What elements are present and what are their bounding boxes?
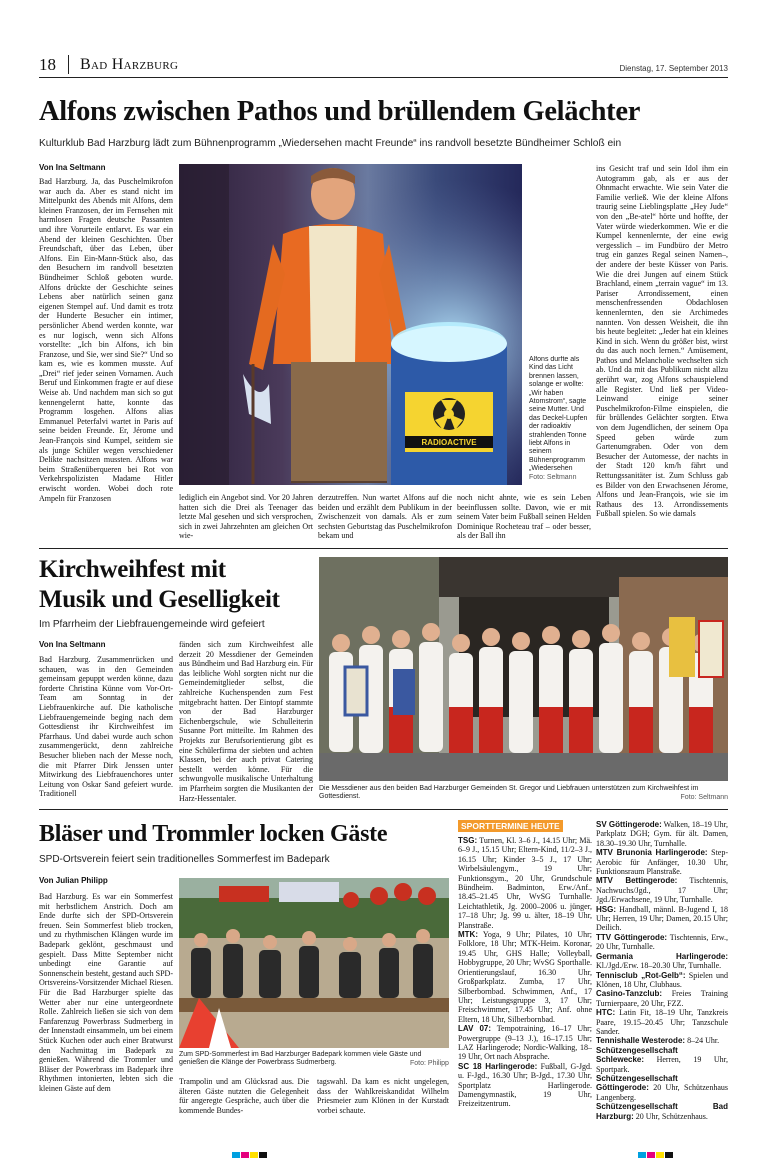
sport-entry	[596, 1036, 728, 1045]
article2-headline-line2: Musik und Geselligkeit	[39, 586, 280, 613]
page-number: 18	[39, 55, 56, 74]
sport-entry	[458, 1024, 592, 1062]
summer-fest-illustration	[179, 878, 449, 1048]
header-divider	[68, 55, 69, 74]
cmyk-swatch	[665, 1152, 673, 1158]
article1-caption: Alfons durfte als Kind das Licht brennen lassen, solange er wollte: „Wir haben Atomstrom“, sagte seine Mutter. Und das Deckel-Lupfen der radioaktiv strahlenden Tonne liebt Alfons in seinem Bühnenprogramm „Wiedersehen	[529, 356, 588, 473]
sport-club: SV Göttingerode:	[596, 820, 662, 829]
cmyk-swatch	[259, 1152, 267, 1158]
cmyk-marks-left	[232, 1147, 268, 1158]
sport-col1	[458, 836, 592, 1146]
sport-text: 20 Uhr, Schützenhaus Langenberg.	[596, 1083, 728, 1102]
alfons-stage-photo	[179, 164, 522, 485]
sport-entry	[596, 952, 728, 971]
altar-servers-photo	[319, 557, 728, 781]
sport-club: TSG:	[458, 836, 478, 845]
sport-entry	[458, 930, 592, 1024]
sport-club: HSG:	[596, 904, 616, 914]
sport-text: Turnen, Kl. 3–6 J., 14.15 Uhr; Mä. 6–9 J., 15.15 Uhr; Eltern-Kind, 11/2–3 J., 16.15 Uhr; Kinder 3–5 J., 17 Uhr; Wirbelsäulengym., 19 Uhr; Funktionsgym., 20 Uhr, Grundschule Bündheim. Badminton, Erw./Anf., 18.45–21.45 Uhr, WvSG Turnhalle. Leichtathletik, Jg. 2000–2006 u. jünger, 17–18 Uhr; Jg. 99 u. älter, 18–19 Uhr, Planstraße.	[458, 836, 592, 930]
sport-entry	[596, 905, 728, 933]
sport-club: LAV 07:	[458, 1024, 492, 1034]
sport-entry	[596, 1008, 728, 1036]
sport-club: Casino-Tanzclub:	[596, 989, 663, 999]
sport-entry	[458, 836, 592, 930]
sport-club: TTV Göttingerode:	[596, 932, 668, 942]
sport-club: Tennishalle Westerode:	[596, 1036, 686, 1046]
guests	[191, 944, 433, 998]
article3-credit: Foto: Philipp	[410, 1060, 449, 1067]
header-rule	[39, 77, 728, 78]
article1-credit: Foto: Seltmann	[529, 474, 577, 481]
article1-col1: Bad Harzburg. Ja, das Puschelmikrofon war auch da. Aber es stand nicht im Mittelpunkt des Abends mit Alfons, dem kleinen Franzosen, der im Fernsehen mit harmlosen Fragen deutsche Passanten und ihre Vorurteile entlarvt. Es war ein Abend der kleinen Geschichten. Über Freundschaft, über das Leben, über Alfons. Ein Ein-Mann-Stück also, das den Besuchern im randvoll besetzten Bündheimer Schloß geboten wurde. Alfons drückte der Geschichte seines Lebens aber natürlich seinen ganz eigenen Stempel auf. Und damit es trotz der Hunderte Besucher ein intimer, persönlicher Abend werden konnte, war es nur logisch, wenn sich Alfons vorstellte: „Ich bin Alfons, ich bin Franzose, und Sie, wer sind Sie?“ Und so kam es, wie es kommen musste. Auf „Drei“ rief jeder seinen Vornamen. Auch Beruf und Einkommen fragte er auf diese Weise ab. Und nachdem man sich so gut kennengelernt hatte, konnte das Programm losgehen. Alfons alias Emmanuel Peterfalvi wartet in Paris auf seine beiden Freunde. Er, Jérome und Jean-François sind Kumpel, seitdem sie als junge Schüler wegen verschiedener Delikte nachsitzen mussten. Alfons war beim Straßenüberqueren bei Rot von Verkehrspolizisten Madame Hitler erwischt worden. Wobei doch rote Ampeln für Franzosen	[39, 177, 173, 503]
sport-text: Tempotraining, 16–17 Uhr; Powergruppe (9–13 J.), 16–17.15 Uhr; LAZ Harlingerode; Nordic-Walking, 18–19 Uhr, Ort nach Absprache.	[458, 1024, 592, 1062]
sport-entry	[596, 876, 728, 904]
issue-date: Dienstag, 17. September 2013	[619, 64, 728, 73]
sport-text: Spielen und Klönen, 18 Uhr, Clubhaus.	[596, 970, 728, 989]
sport-text: Latin Fit, 18–19 Uhr, Tanzkreis Paare, 19.15–20.45 Uhr; Tanzschule Sander.	[596, 1008, 728, 1036]
article3-col1: Bad Harzburg. Es war ein Sommerfest mit herbstlichem Anstrich. Doch am Ende durfte sich der SPD-Ortsverein freuen. Sein Sommerfest blieb trocken, und zu rhythmischen Klängen wurde im Badepark geklönt, geschmaust und gespielt. Dass Mitte September nicht unbedingt eine Garantie auf Sonnenschein besteht, gestand auch SPD-Ortsvereins-Vorsitzender Michael Riesen. Für die Bad Harzburger spielte das Wetter aber nur eine untergeordnete Rolle. Zahlreich ließen sie sich von dem Fanfarenzug Powerbrass Sudmerberg in der Innenstadt einsammeln, um bei einem Stück Kuchen oder auch einer Bratwurst den Nachmittag im Badepark zu genießen. Während die Trommler und Bläser der Powerbrass im Badepark ihre Rhythmen intonierten, lebten sich die kleinen Gäste auf dem	[39, 892, 173, 1093]
sport-club: Schützengesellschaft Bad Harzburg:	[596, 1102, 728, 1121]
section-title: Bad Harzburg	[80, 56, 179, 73]
sport-club: MTV Bettingerode:	[596, 876, 678, 886]
article1-col2: lediglich ein Angebot sind. Vor 20 Jahren hatten sich die Drei als Teenager das letzte Mal gesehen und sich versprochen, sich in zwei Jahrzehnten am gleichen Ort wie-	[179, 493, 313, 541]
article3-col3: tagswahl. Da kam es nicht ungelegen, dass der Wahlkreiskandidat Wilhelm Priesmeier zum Klönen in der Kurstadt vorbei schaute.	[317, 1077, 449, 1115]
cmyk-swatch	[656, 1152, 664, 1158]
sport-club: Schützengesellschaft Göttingerode:	[596, 1073, 678, 1093]
article1-col5: ins Gesicht traf und sein Idol ihm ein Autogramm gab, als er aus der Ohnmacht erwachte. Wie sein Vater die Familie verließ. Wie der kleine Alfons traurig seine Lieblingsplatte „Hey Jude“ von den „Be-atel“ hörte und hoffte, der Vater würde wiederkommen. Wie er die Kumpel kennenlernte, der eine ewig vergesslich – im Fundbüro der Metro trug ein ganzes Regal seinen Namen–, der andere der beste Küsser von Paris. Wie die drei Jungen auf einem Stück Brachland, einem „terrain vague“ im 13. Pariser Arrondissement, einen menschenfressenden Obdachlosen kennenlernten, den sie Archimedes nannten. Von dessen Weisheit, die ihn bis heute begleitet: „Jeder hat ein kleines Kind in sich. Wenn du größer bist, wirst du das auch noch lernen.“ Amüsement, Pathos und Melancholie wechselten sich ab. Und da mit das Publikum nicht allzu gerührt war, zog Alfons schauspielend alle Register. Und ließ per Video-Leinwand einige seiner Puschelmikrofon-Filme einspielen, die für brüllendes Gelächter sorgten. Etwa von dem Jugendlichen, der seinem Opa Speed geben würde zum Gartenumgraben. Oder von dem Besucher der Automesse, der nachts in der Stadt 120 km/h fährt und Rettungssanitäter ist. Zum Schluss gab es Bilder von den Erwachsenen Jérome, Alfons und Jean-François, wie sie im Rathaus des 13. Arrondissements Fußball spielen. So wie damals	[596, 164, 728, 519]
sport-entry	[596, 933, 728, 952]
article1-subhead: Kulturklub Bad Harzburg lädt zum Bühnenprogramm „Wiedersehen macht Freunde“ ins randvoll besetzte Bündheimer Schloß ein	[39, 138, 622, 149]
sport-entry	[596, 1102, 728, 1121]
article1-bottom-rule	[39, 548, 728, 549]
sport-club: Tennisclub „Rot-Gelb“:	[596, 970, 686, 980]
article1-col3: derzutreffen. Nun wartet Alfons auf die beiden und erzählt dem Publikum in der Zwischenzeit von damals. Als er zum sechsten Geburtstag das Puschelmikrofon bekam und	[318, 493, 452, 541]
sport-entry	[596, 848, 728, 876]
cmyk-swatch	[241, 1152, 249, 1158]
sport-text: Handball, männl. B-Jugend I, 18 Uhr; Herren, 19 Uhr; Damen, 20.15 Uhr; Deilich.	[596, 904, 728, 933]
article3-col2: Trampolin und am Glücksrad aus. Die älteren Gäste nutzten die Gelegenheit für angeregte Gespräche, auch über die kommende Bundes-	[179, 1077, 309, 1115]
sport-entry	[458, 1062, 592, 1109]
cmyk-swatch	[250, 1152, 258, 1158]
cmyk-marks-right	[638, 1147, 674, 1158]
article2-subhead: Im Pfarrheim der Liebfrauengemeinde wird gefeiert	[39, 619, 265, 630]
sport-label: SPORTTERMINE HEUTE	[458, 820, 563, 832]
article1-col4: noch nicht ahnte, wie es sein Leben beeinflussen sollte. Davon, wie er mit seinem Vater beim Fußball seinen Helden Dominique Rocheteau traf – oder besser, als der Ball ihn	[457, 493, 591, 541]
altar-servers-illustration	[319, 557, 728, 781]
barrel-label: RADIOACTIVE	[421, 438, 477, 447]
summer-fest-photo	[179, 878, 449, 1048]
sport-text: Step-Aerobic für Anfänger, 10.30 Uhr, Funktionsraum Planstraße.	[596, 848, 728, 877]
article3-headline: Bläser und Trommler locken Gäste	[39, 821, 388, 847]
article3-byline: Von Julian Philipp	[39, 876, 108, 885]
sport-club: Germania Harlingerode:	[596, 951, 728, 961]
sport-text: Yoga, 9 Uhr; Pilates, 10 Uhr; Folklore, 18 Uhr; MTK-Heim. Koronar, 19.45 Uhr, GHS Halle; Volleyball, Hobbygruppe, 20 Uhr; WvSG Sporthalle. Orientierungslauf, 16.30 Uhr, Großparkplatz. Zumba, 17 Uhr, Silberbornbad. Schwimmen, Anf., 17 Uhr; Leistungsgruppe 3, 17 Uhr; Freischwimmer, 17.45 Uhr; Anf. ohne Eltern, 18 Uhr, Silberbornbad.	[458, 930, 592, 1024]
article1-byline: Von Ina Seltmann	[39, 163, 106, 172]
sport-club: MTK:	[458, 930, 478, 940]
cmyk-swatch	[647, 1152, 655, 1158]
sport-text: Freies Training Turnierpaare, 20 Uhr, FZZ.	[596, 989, 728, 1008]
sport-text: 20 Uhr, Schützenhaus.	[633, 1111, 708, 1121]
sport-entry	[596, 971, 728, 990]
article2-bottom-rule	[39, 809, 728, 810]
sport-club: HTC:	[596, 1008, 616, 1018]
sport-text: Tischtennis, Nachwuchs/Jgd., 17 Uhr; Jgd./Erwachsene, 19 Uhr, Turnhalle.	[596, 876, 728, 905]
article2-col2: fänden sich zum Kirchweihfest alle derzeit 20 Messdiener der Gemeinden aus Bündheim und Bad Harzburg ein. Für das leibliche Wohl sorgten nicht nur die Gemeindemitglieder selbst, die zahlreiche Kuchenspenden zum Fest mitgebracht hatten. Der Eintopf stammte von der Bad Harzburger Eichenbergschule, wie Schulleiterin Susanne Port mitteilte. Im Rahmen des Projekts zur Berufsorientierung gibt es eine Schülerfirma der siebten und achten Klassen, bei der auch privat Catering bestellt werden könne. Für die schwungvolle musikalische Unterhaltung im Pfarrheim sorgten die Musikanten der Harz-Hessentaler.	[179, 640, 313, 802]
sport-club: MTV Brunonia Harlingerode:	[596, 848, 708, 858]
cmyk-swatch	[638, 1152, 646, 1158]
sport-text: Tischtennis, Erw., 20 Uhr, Turnhalle.	[596, 932, 728, 952]
cmyk-swatch	[232, 1152, 240, 1158]
article2-headline-line1: Kirchweihfest mit	[39, 556, 226, 583]
article1-headline: Alfons zwischen Pathos und brüllendem Gelächter	[39, 96, 641, 127]
sport-entry	[596, 1046, 728, 1074]
sport-club: Schützengesellschaft Schlewecke:	[596, 1045, 678, 1065]
article3-caption: Zum SPD-Sommerfest im Bad Harzburger Badepark kommen viele Gäste und genießen die Klänge der Powerbrass Sudmerberg.	[179, 1051, 422, 1067]
sport-text: 8–24 Uhr.	[685, 1036, 720, 1046]
sport-text: Fußball, G-Jgd. u. F-Jgd., 16.30 Uhr; B-Jgd., 17.30 Uhr, Sportplatz Harlingerode. Damengymnastik, 19 Uhr, Freizeitzentrum.	[458, 1061, 592, 1109]
sport-text: Herren, 19 Uhr, Sportpark.	[596, 1055, 728, 1074]
sport-col2	[596, 820, 728, 1130]
article2-credit: Foto: Seltmann	[680, 794, 728, 801]
article2-caption: Die Messdiener aus den beiden Bad Harzburger Gemeinden St. Gregor und Liebfrauen unterstützen zum Kirchweihfest im Gottesdienst.	[319, 785, 699, 801]
sport-club: SC 18 Harlingerode:	[458, 1061, 538, 1071]
sport-entry	[596, 989, 728, 1008]
sport-text: Walken, 18–19 Uhr, Parkplatz DGH; Gym. für ält. Damen, 18.30–19.30 Uhr, Turnhalle.	[596, 820, 728, 848]
sport-entry	[596, 820, 728, 848]
sport-text: Kl./Jgd./Erw. 18–20.30 Uhr, Turnhalle.	[596, 961, 722, 971]
alfons-stage-illustration	[179, 164, 522, 485]
article2-col1: Bad Harzburg. Zusammenrücken und schauen, was in den Gemeinden gemeinsam gepuppt werden könne, dazu forderte Christina Künne vom Vor-Ort-Team am Sonntag in der Liebfrauenkirche auf. Die katholische Liebfrauengemeinde beging nach dem Gottesdienst ihr Kirchweihfest im Pfarrhaus. Und dabei wurde auch schon zusammengerückt, denn zahlreiche Besucher blieben nach der Messe noch, die mit Pfarrer Dirk Jenssen unter Mitwirkung des Liebfrauenchores unter Leitung von Oskar Sand gefeiert wurde. Traditionell	[39, 655, 173, 799]
article2-byline: Von Ina Seltmann	[39, 640, 106, 649]
article3-subhead: SPD-Ortsverein feiert sein traditionelles Sommerfest im Badepark	[39, 854, 330, 865]
sport-entry	[596, 1074, 728, 1102]
